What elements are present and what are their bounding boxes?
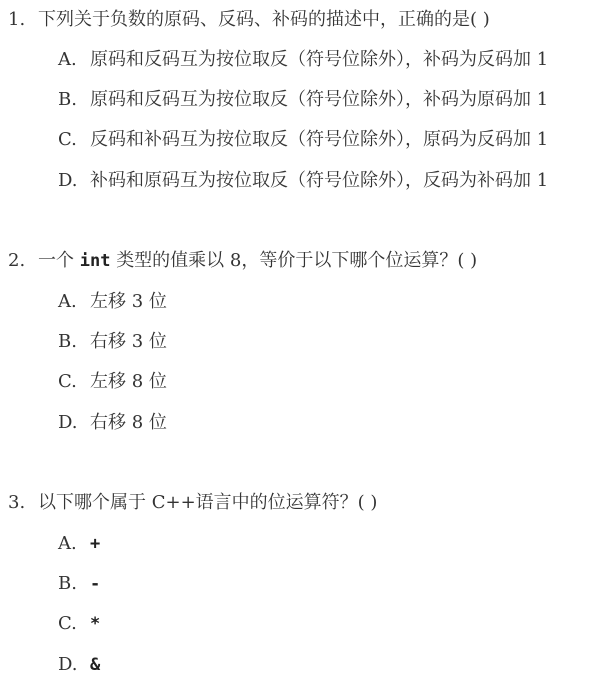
question-3-option-c[interactable] xyxy=(58,612,100,636)
question-text-after: 类型的值乘以 8，等价于以下哪个位运算？( ) xyxy=(116,250,478,271)
question-2-stem xyxy=(8,249,477,273)
option-operator: & xyxy=(90,655,101,675)
option-text: 右移 8 位 xyxy=(90,412,167,433)
option-letter: A. xyxy=(58,49,77,70)
option-letter: A. xyxy=(58,291,77,312)
question-2-option-d[interactable] xyxy=(58,411,167,435)
option-text: 右移 3 位 xyxy=(90,331,167,352)
question-1-option-a[interactable] xyxy=(58,48,548,72)
question-number: 3. xyxy=(8,492,26,513)
option-letter: D. xyxy=(58,412,78,433)
question-number: 2. xyxy=(8,250,26,271)
question-3-option-d[interactable] xyxy=(58,653,100,677)
option-letter: B. xyxy=(58,89,77,110)
option-letter: A. xyxy=(58,533,77,554)
question-text-before: 一个 xyxy=(38,250,74,271)
option-text: 反码和补码互为按位取反（符号位除外），原码为反码加 1 xyxy=(90,129,549,150)
option-letter: C. xyxy=(58,613,77,634)
option-operator: * xyxy=(90,614,101,634)
option-letter: B. xyxy=(58,331,77,352)
option-letter: B. xyxy=(58,573,77,594)
code-keyword: int xyxy=(79,251,111,271)
question-2-option-b[interactable] xyxy=(58,330,167,354)
option-operator: + xyxy=(90,534,101,554)
question-1-stem xyxy=(8,8,490,32)
option-operator: - xyxy=(90,574,101,594)
question-2-option-a[interactable] xyxy=(58,290,167,314)
option-text: 补码和原码互为按位取反（符号位除外），反码为补码加 1 xyxy=(90,170,549,191)
option-text: 原码和反码互为按位取反（符号位除外），补码为反码加 1 xyxy=(90,49,549,70)
option-text: 左移 3 位 xyxy=(90,291,167,312)
option-text: 左移 8 位 xyxy=(90,371,167,392)
question-3-option-a[interactable] xyxy=(58,532,100,556)
question-3-stem xyxy=(8,491,377,515)
question-3-option-b[interactable] xyxy=(58,572,100,596)
question-text: 下列关于负数的原码、反码、补码的描述中，正确的是( ) xyxy=(38,9,490,30)
question-text: 以下哪个属于 C++语言中的位运算符？( ) xyxy=(38,492,378,513)
option-text: 原码和反码互为按位取反（符号位除外），补码为原码加 1 xyxy=(90,89,549,110)
question-number: 1. xyxy=(8,9,26,30)
option-letter: D. xyxy=(58,170,78,191)
option-letter: C. xyxy=(58,371,77,392)
question-2-option-c[interactable] xyxy=(58,370,167,394)
question-1-option-d[interactable] xyxy=(58,169,548,193)
question-1-option-c[interactable] xyxy=(58,128,548,152)
option-letter: C. xyxy=(58,129,77,150)
option-letter: D. xyxy=(58,654,78,675)
question-1-option-b[interactable] xyxy=(58,88,548,112)
